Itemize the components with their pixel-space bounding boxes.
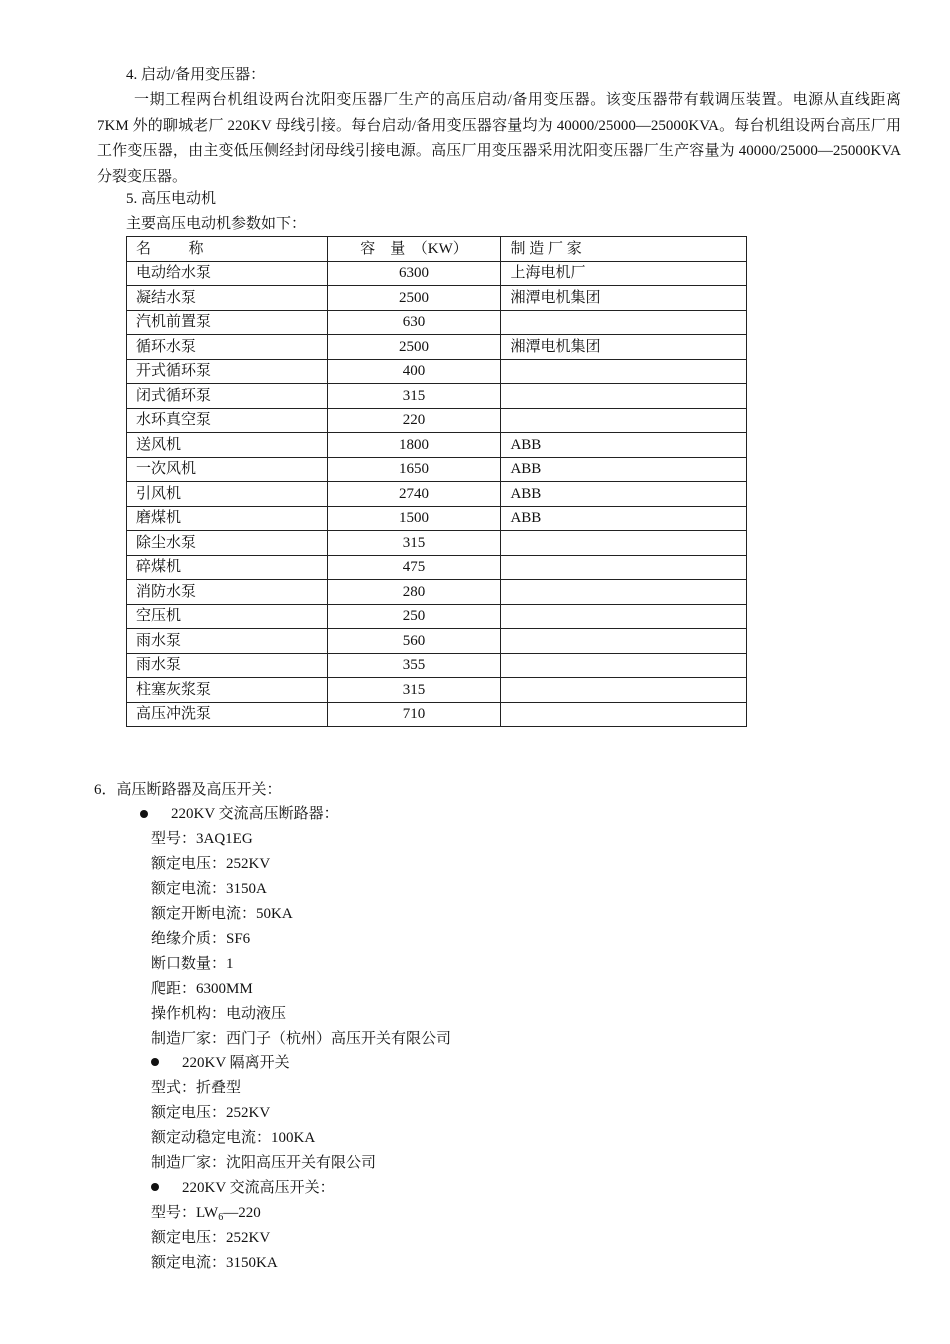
bullet-icon <box>151 1058 159 1066</box>
spec-line: 型号：3AQ1EG <box>151 831 253 847</box>
spec-line: 断口数量：1 <box>151 956 234 972</box>
cell-capacity: 315 <box>327 531 501 556</box>
cell-manufacturer <box>501 604 747 629</box>
cell-capacity: 6300 <box>327 261 501 286</box>
section6-heading: 6．高压断路器及高压开关： <box>94 782 282 798</box>
cell-manufacturer <box>501 702 747 727</box>
spec-line: 制造厂家：西门子（杭州）高压开关有限公司 <box>151 1031 452 1047</box>
spec-line: 额定电压：252KV <box>151 1230 271 1246</box>
cell-manufacturer: ABB <box>501 506 747 531</box>
switch-model <box>151 1203 261 1228</box>
section5-intro: 主要高压电动机参数如下： <box>126 216 307 232</box>
table-row <box>127 335 747 360</box>
cell-manufacturer: ABB <box>501 457 747 482</box>
switch-model-subscript: 6 <box>218 1212 224 1223</box>
header-name: 名 称 <box>127 237 328 262</box>
cell-capacity: 560 <box>327 629 501 654</box>
cell-manufacturer <box>501 678 747 703</box>
bullet-icon <box>140 810 148 818</box>
cell-manufacturer <box>501 531 747 556</box>
cell-manufacturer <box>501 359 747 384</box>
cell-motor-name: 送风机 <box>127 433 328 458</box>
cell-capacity: 315 <box>327 678 501 703</box>
cell-motor-name: 闭式循环泵 <box>127 384 328 409</box>
spec-line: 绝缘介质：SF6 <box>151 931 251 947</box>
cell-capacity: 220 <box>327 408 501 433</box>
cell-motor-name: 汽机前置泵 <box>127 310 328 335</box>
cell-manufacturer: 湘潭电机集团 <box>501 335 747 360</box>
cell-motor-name: 雨水泵 <box>127 629 328 654</box>
cell-manufacturer <box>501 629 747 654</box>
table-row <box>127 359 747 384</box>
table-row <box>127 678 747 703</box>
cell-capacity: 630 <box>327 310 501 335</box>
cell-manufacturer <box>501 555 747 580</box>
table-row <box>127 384 747 409</box>
spec-line: 额定电压：252KV <box>151 1105 271 1121</box>
cell-manufacturer <box>501 653 747 678</box>
table-row <box>127 531 747 556</box>
table-row <box>127 555 747 580</box>
cell-manufacturer <box>501 408 747 433</box>
table-row <box>127 457 747 482</box>
section5-heading: 5. 高压电动机 <box>126 191 217 207</box>
header-capacity: 容 量 （KW） <box>327 237 501 262</box>
table-row <box>127 433 747 458</box>
cell-capacity: 475 <box>327 555 501 580</box>
spec-line: 型式：折叠型 <box>151 1080 242 1096</box>
cell-capacity: 2500 <box>327 286 501 311</box>
table-row <box>127 506 747 531</box>
header-manufacturer: 制 造 厂 家 <box>501 237 747 262</box>
spec-line: 额定电压：252KV <box>151 856 271 872</box>
cell-manufacturer: 湘潭电机集团 <box>501 286 747 311</box>
cell-motor-name: 碎煤机 <box>127 555 328 580</box>
spec-line: 额定电流：3150KA <box>151 1255 278 1271</box>
switch-model-suffix: —220 <box>223 1205 261 1221</box>
cell-capacity: 280 <box>327 580 501 605</box>
table-row <box>127 604 747 629</box>
spec-line: 额定开断电流：50KA <box>151 906 293 922</box>
cell-capacity: 1800 <box>327 433 501 458</box>
cell-manufacturer <box>501 310 747 335</box>
cell-motor-name: 柱塞灰浆泵 <box>127 678 328 703</box>
motor-table <box>126 236 747 727</box>
spec-line: 额定动稳定电流：100KA <box>151 1130 316 1146</box>
cell-motor-name: 引风机 <box>127 482 328 507</box>
cell-capacity: 710 <box>327 702 501 727</box>
cell-manufacturer <box>501 384 747 409</box>
cell-capacity: 400 <box>327 359 501 384</box>
bullet-icon <box>151 1183 159 1191</box>
table-row <box>127 482 747 507</box>
cell-motor-name: 凝结水泵 <box>127 286 328 311</box>
cell-motor-name: 循环水泵 <box>127 335 328 360</box>
cell-capacity: 315 <box>327 384 501 409</box>
cell-capacity: 2740 <box>327 482 501 507</box>
table-row <box>127 702 747 727</box>
table-row <box>127 261 747 286</box>
cell-motor-name: 开式循环泵 <box>127 359 328 384</box>
spec-line: 爬距：6300MM <box>151 981 253 997</box>
cell-motor-name: 高压冲洗泵 <box>127 702 328 727</box>
cell-manufacturer <box>501 580 747 605</box>
cell-capacity: 1500 <box>327 506 501 531</box>
table-row <box>127 310 747 335</box>
isolator-title: 220KV 隔离开关 <box>182 1055 290 1071</box>
table-row <box>127 653 747 678</box>
spec-line: 额定电流：3150A <box>151 881 267 897</box>
cell-motor-name: 磨煤机 <box>127 506 328 531</box>
cell-motor-name: 空压机 <box>127 604 328 629</box>
cell-manufacturer: ABB <box>501 433 747 458</box>
cell-capacity: 1650 <box>327 457 501 482</box>
breaker-title: 220KV 交流高压断路器： <box>171 806 339 822</box>
cell-motor-name: 电动给水泵 <box>127 261 328 286</box>
table-header-row <box>127 237 747 262</box>
spec-line: 操作机构：电动液压 <box>151 1006 287 1022</box>
cell-manufacturer: ABB <box>501 482 747 507</box>
table-row <box>127 629 747 654</box>
cell-motor-name: 除尘水泵 <box>127 531 328 556</box>
cell-motor-name: 水环真空泵 <box>127 408 328 433</box>
spec-line: 制造厂家：沈阳高压开关有限公司 <box>151 1155 377 1171</box>
cell-motor-name: 消防水泵 <box>127 580 328 605</box>
section4-paragraph: 一期工程两台机组设两台沈阳变压器厂生产的高压启动/备用变压器。该变压器带有载调压装置。电源从直线距离 7KM 外的聊城老厂 220KV 母线引接。每台启动/备用变压器容量均为 40000/25000—25000KVA。每台机组设两台高压厂用工作变压器，由主变低压侧经封闭母线引接电源。高压厂用变压器采用沈阳变压器厂生产容量为 40000/25000—25000KVA 分裂变压器。 <box>97 92 901 185</box>
cell-capacity: 2500 <box>327 335 501 360</box>
cell-motor-name: 雨水泵 <box>127 653 328 678</box>
cell-capacity: 250 <box>327 604 501 629</box>
cell-capacity: 355 <box>327 653 501 678</box>
table-row <box>127 580 747 605</box>
cell-motor-name: 一次风机 <box>127 457 328 482</box>
cell-manufacturer: 上海电机厂 <box>501 261 747 286</box>
table-row <box>127 408 747 433</box>
switch-model-prefix: 型号：LW <box>151 1205 219 1221</box>
section4-heading: 4. 启动/备用变压器： <box>126 67 266 83</box>
switch-title: 220KV 交流高压开关： <box>182 1180 335 1196</box>
table-row <box>127 286 747 311</box>
